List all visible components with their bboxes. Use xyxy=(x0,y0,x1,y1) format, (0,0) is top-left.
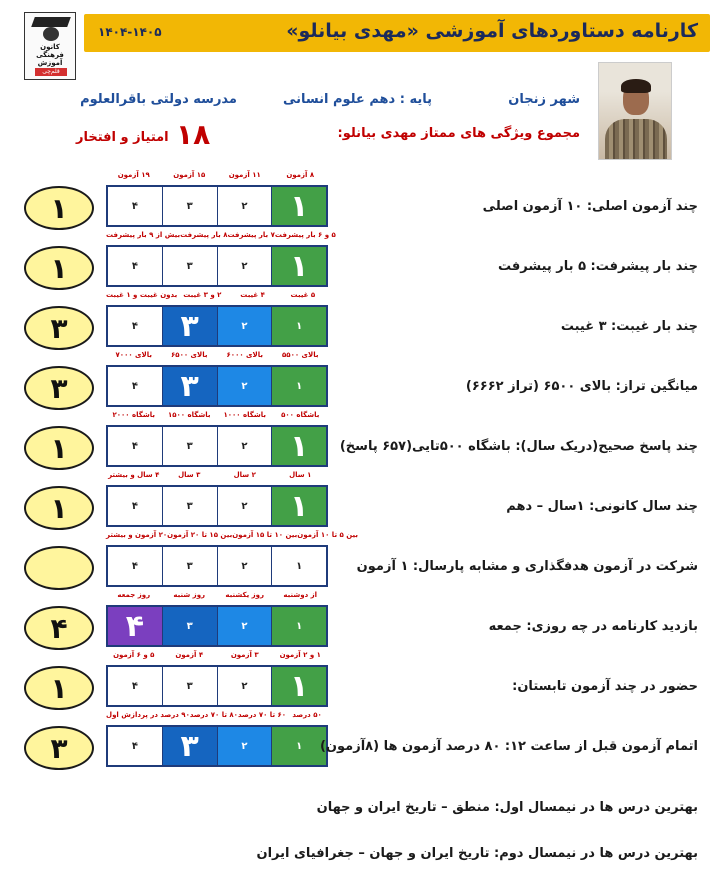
points-circle: ۳ xyxy=(24,366,94,410)
achievement-row xyxy=(0,230,720,290)
level-label: ۱۵ آزمون xyxy=(173,171,206,179)
level-label: ۱ و ۲ آزمون xyxy=(279,651,321,659)
level-label: ۶۰ تا ۷۰ درصد xyxy=(237,711,287,719)
student-grade: پایه : دهم علوم انسانی xyxy=(282,92,432,107)
points-circle xyxy=(24,546,94,590)
achievement-row xyxy=(0,710,720,770)
level-cells xyxy=(106,185,328,227)
level-cell: ۳ xyxy=(163,607,218,645)
level-cell: ۴ xyxy=(108,427,163,465)
level-label: بالای ۶۵۰۰ xyxy=(171,351,208,359)
level-cell: ۲ xyxy=(218,607,273,645)
level-cells xyxy=(106,485,328,527)
achievement-row xyxy=(0,590,720,650)
achievement-row xyxy=(0,290,720,350)
level-label: ۵ غیبت xyxy=(290,291,316,299)
level-cell: ۲ xyxy=(218,427,273,465)
level-label: بیش از ۹ بار پیشرفت xyxy=(106,231,181,239)
achievement-row xyxy=(0,350,720,410)
level-label: ۸ بار پیشرفت xyxy=(180,231,228,239)
level-labels xyxy=(106,471,328,485)
level-label: ۷ بار پیشرفت xyxy=(227,231,275,239)
kanoon-logo xyxy=(24,12,76,80)
level-label: باشگاه ۱۰۰۰ xyxy=(223,411,266,419)
level-labels xyxy=(106,651,328,665)
level-label: بالای ۶۰۰۰ xyxy=(226,351,263,359)
level-cell: ۲ xyxy=(218,187,273,225)
level-label: ۱۱ آزمون xyxy=(228,171,261,179)
level-label: روز شنبه xyxy=(173,591,206,599)
academic-year: ۱۴۰۴-۱۴۰۵ xyxy=(98,25,162,39)
level-cell: ۱ xyxy=(272,367,326,405)
student-school: مدرسه دولتی باقرالعلوم xyxy=(80,92,237,107)
level-label: ۱۹ آزمون xyxy=(117,171,150,179)
points-circle: ۳ xyxy=(24,306,94,350)
level-cell: ۳ xyxy=(163,187,218,225)
level-label: ۲۰ آزمون و بیشتر xyxy=(106,531,168,539)
level-labels xyxy=(106,531,359,545)
level-cell: ۱ xyxy=(296,560,303,572)
level-label: باشگاه ۵۰۰ xyxy=(281,411,320,419)
level-cells xyxy=(106,245,328,287)
level-cells xyxy=(106,425,328,467)
level-cells xyxy=(106,365,328,407)
level-label: بدون غیبت و ۱ غیبت xyxy=(106,291,178,299)
criterion-text: اتمام آزمون قبل از ساعت ۱۲: ۸۰ درصد آزمون ها (۸آزمون) xyxy=(319,739,698,754)
total-score: ۱۸ xyxy=(176,118,211,151)
level-cell: ۴ xyxy=(108,307,163,345)
header-bar xyxy=(84,14,710,52)
level-cell: ۳ xyxy=(163,247,218,285)
level-cell: ۲ xyxy=(218,247,273,285)
level-label: روز جمعه xyxy=(117,591,151,599)
level-label: ۹۰ درصد در پردازش اول xyxy=(106,711,190,719)
level-cell: ۱ xyxy=(272,667,326,705)
criterion-text: چند سال کانونی: ۱سال – دهم xyxy=(506,499,698,514)
achievement-row xyxy=(0,410,720,470)
level-label: روز یکشنبه xyxy=(225,591,265,599)
level-cells xyxy=(106,665,328,707)
level-cell: ۱ xyxy=(272,187,326,225)
level-label: باشگاه ۱۵۰۰ xyxy=(167,411,211,419)
level-cell: ۳ xyxy=(163,547,218,585)
achievement-row xyxy=(0,170,720,230)
level-cell: ۲ xyxy=(218,487,273,525)
level-cell: ۲ xyxy=(218,367,273,405)
level-cells xyxy=(106,725,328,767)
level-label: بین ۵ تا ۱۰ آزمون xyxy=(297,531,359,539)
level-cell: ۲ xyxy=(218,727,273,765)
level-cell: ۴ xyxy=(108,247,163,285)
level-label: ۵ و ۶ آزمون xyxy=(113,651,155,659)
page-title: کارنامه دستاوردهای آموزشی «مهدی بیانلو» xyxy=(286,20,698,42)
student-photo xyxy=(598,62,672,160)
logo-text: کانون فرهنگی آموزش xyxy=(36,43,64,67)
level-cell: ۳ xyxy=(163,427,218,465)
points-circle: ۱ xyxy=(24,666,94,710)
level-cells xyxy=(106,605,328,647)
level-label: ۲ سال xyxy=(233,471,256,479)
logo-badge: قلم‌چی xyxy=(35,68,67,76)
level-labels xyxy=(106,591,328,605)
level-cell: ۱ xyxy=(272,247,326,285)
level-label: از دوشنبه xyxy=(283,591,318,599)
features-sum-label: مجموع ویژگی های ممتاز مهدی بیانلو: xyxy=(337,126,580,141)
criterion-text: شرکت در آزمون هدفگذاری و مشابه پارسال: ۱ آزمون xyxy=(356,559,698,574)
level-label: ۳ سال xyxy=(178,471,201,479)
achievement-row xyxy=(0,530,720,590)
level-label: ۸۰ تا ۷۰ درصد xyxy=(189,711,238,719)
criterion-text: چند بار غیبت: ۳ غیبت xyxy=(560,319,698,334)
level-cell: ۴ xyxy=(108,187,163,225)
level-cell: ۴ xyxy=(108,727,163,765)
points-circle: ۱ xyxy=(24,426,94,470)
level-label: ۲ و ۳ غیبت xyxy=(183,291,222,299)
score-label: امتیاز و افتخار xyxy=(76,130,169,145)
criterion-text: چند بار پیشرفت: ۵ بار پیشرفت xyxy=(497,259,698,274)
criterion-text: چند آزمون اصلی: ۱۰ آزمون اصلی xyxy=(482,199,698,214)
level-cell: ۱ xyxy=(272,727,326,765)
level-cell: ۳ xyxy=(163,727,218,765)
points-circle: ۱ xyxy=(24,186,94,230)
student-city: شهر زنجان xyxy=(508,92,580,107)
level-cell: ۱ xyxy=(272,427,326,465)
level-cell: ۴ xyxy=(108,667,163,705)
criterion-text: چند پاسخ صحیح(دریک سال): باشگاه ۵۰۰تایی(۶۵۷ پاسخ) xyxy=(339,439,698,454)
level-cell: ۲ xyxy=(218,547,273,585)
level-label: ۴ سال و بیشتر xyxy=(108,471,160,479)
level-cell: ۱ xyxy=(272,307,326,345)
level-label: بالای ۵۵۰۰ xyxy=(282,351,319,359)
level-cell: ۳ xyxy=(163,367,218,405)
level-labels xyxy=(106,411,328,425)
best-subjects-term2: بهترین درس ها در نیمسال دوم: تاریخ ایران و جهان – جغرافیای ایران xyxy=(256,846,698,861)
level-cell: ۳ xyxy=(163,307,218,345)
level-cell: ۱ xyxy=(272,487,326,525)
points-circle: ۱ xyxy=(24,246,94,290)
level-cell: ۴ xyxy=(108,547,163,585)
level-cell: ۴ xyxy=(108,487,163,525)
graduate-head-icon xyxy=(43,27,59,41)
points-circle: ۱ xyxy=(24,486,94,530)
points-circle: ۴ xyxy=(24,606,94,650)
level-labels xyxy=(106,171,328,185)
level-label: باشگاه ۲۰۰۰ xyxy=(112,411,155,419)
level-cells xyxy=(106,545,328,587)
points-circle: ۳ xyxy=(24,726,94,770)
level-cell: ۴ xyxy=(108,607,163,645)
level-cell: ۳ xyxy=(163,487,218,525)
level-cells xyxy=(106,305,328,347)
achievement-row xyxy=(0,470,720,530)
level-label: ۱ سال xyxy=(289,471,312,479)
level-label: بالای ۷۰۰۰ xyxy=(115,351,152,359)
level-cell: ۲ xyxy=(218,667,273,705)
graduation-cap-icon xyxy=(31,17,71,27)
level-label: ۴ آزمون xyxy=(175,651,204,659)
level-cell: ۱ xyxy=(272,607,326,645)
level-cell: ۴ xyxy=(108,367,163,405)
criterion-text: حضور در چند آزمون تابستان: xyxy=(512,679,698,694)
level-label: ۸ آزمون xyxy=(286,171,315,179)
level-label: ۵ و ۶ بار پیشرفت xyxy=(274,231,336,239)
criterion-text: بازدید کارنامه در چه روزی: جمعه xyxy=(488,619,698,634)
best-subjects-term1: بهترین درس ها در نیمسال اول: منطق – تاریخ ایران و جهان xyxy=(316,800,698,815)
level-label: ۵۰ درصد xyxy=(292,711,322,719)
level-label: بین ۱۰ تا ۱۵ آزمون xyxy=(232,531,298,539)
level-cell: ۳ xyxy=(163,667,218,705)
level-labels xyxy=(106,231,336,245)
level-labels xyxy=(106,351,328,365)
level-labels xyxy=(106,291,328,305)
level-cell: ۲ xyxy=(218,307,273,345)
level-label: ۴ غیبت xyxy=(240,291,265,299)
level-label: بین ۱۵ تا ۲۰ آزمون xyxy=(167,531,233,539)
level-labels xyxy=(106,711,328,725)
achievement-row xyxy=(0,650,720,710)
level-label: ۳ آزمون xyxy=(230,651,259,659)
criterion-text: میانگین تراز: بالای ۶۵۰۰ (تراز ۶۶۶۲) xyxy=(465,379,698,394)
